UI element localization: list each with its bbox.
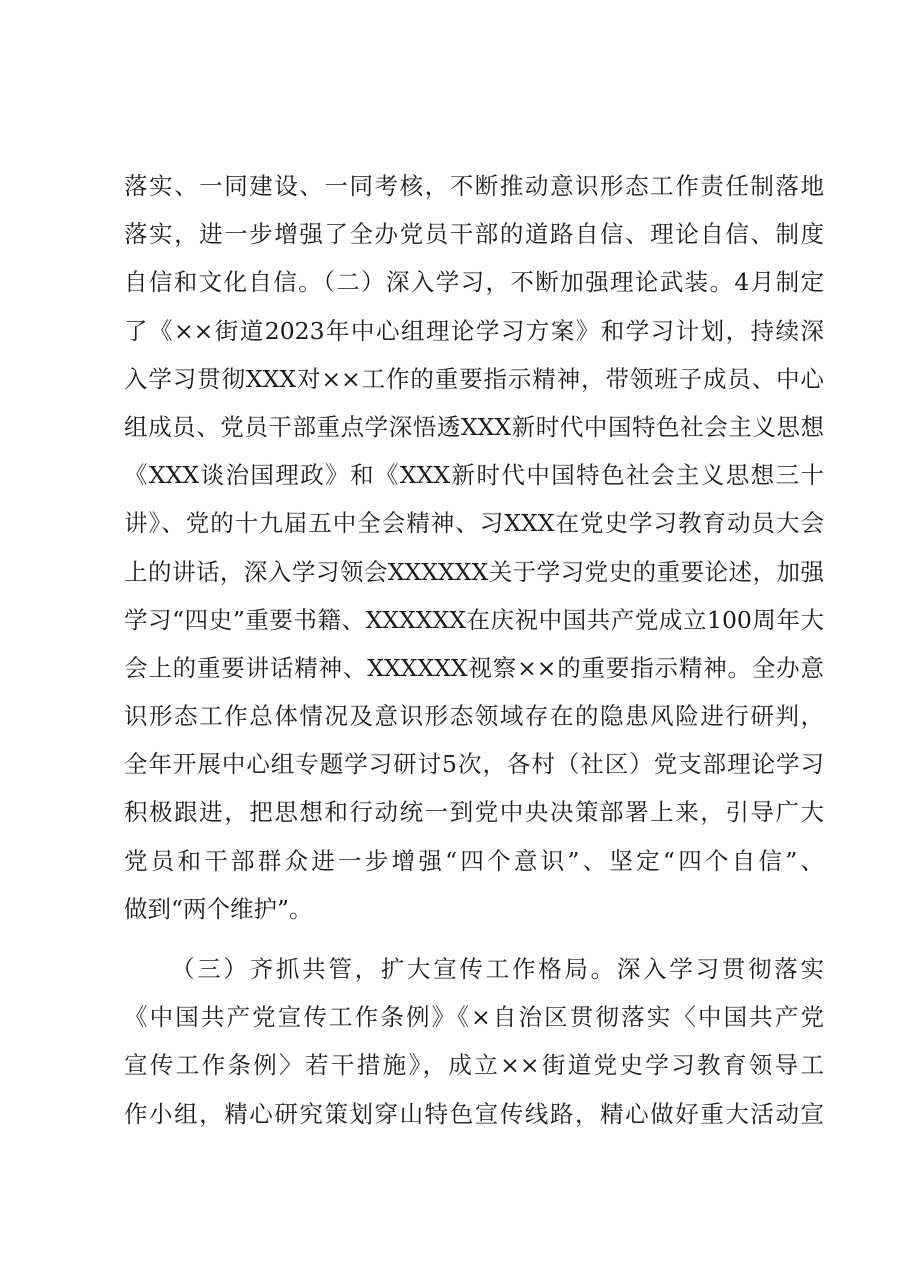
text-line: 学习“四史”重要书籍、XXXXXX在庆祝中国共产党成立100周年大 [124, 605, 824, 634]
text-line: 《中国共产党宣传工作条例》《×自治区贯彻落实〈中国共产党 [124, 1003, 824, 1032]
body-text [124, 162, 824, 1138]
text-line: 积极跟进，把思想和行动统一到党中央决策部署上来，引导广大 [124, 798, 824, 827]
text-line: 全年开展中心组专题学习研讨5次，各村（社区）党支部理论学习 [124, 750, 824, 779]
text-line: 落实，进一步增强了全办党员干部的道路自信、理论自信、制度 [124, 220, 824, 249]
text-line: 入学习贯彻XXX对××工作的重要指示精神，带领班子成员、中心 [124, 364, 824, 393]
text-line: 识形态工作总体情况及意识形态领域存在的隐患风险进行研判， [124, 702, 824, 731]
text-line: 组成员、党员干部重点学深悟透XXX新时代中国特色社会主义思想 [124, 412, 824, 441]
text-line: 上的讲话，深入学习领会XXXXXX关于学习党史的重要论述，加强 [124, 557, 824, 586]
text-line: 了《××街道2023年中心组理论学习方案》和学习计划，持续深 [124, 316, 824, 345]
text-line: 会上的重要讲话精神、XXXXXX视察××的重要指示精神。全办意 [124, 653, 824, 682]
text-line: 作小组，精心研究策划穿山特色宣传线路，精心做好重大活动宣 [124, 1099, 824, 1128]
text-line: 落实、一同建设、一同考核，不断推动意识形态工作责任制落地 [124, 172, 824, 200]
paragraph-gap [124, 933, 824, 945]
text-line: 做到“两个维护”。 [124, 894, 313, 923]
text-line: 自信和文化自信。（二）深入学习，不断加强理论武装。4月制定 [124, 268, 824, 297]
text-line: 讲》、党的十九届五中全会精神、习XXX在党史学习教育动员大会 [124, 509, 824, 538]
text-line: 宣传工作条例〉若干措施》，成立××街道党史学习教育领导工 [124, 1051, 824, 1080]
text-line: 《XXX谈治国理政》和《XXX新时代中国特色社会主义思想三十 [124, 461, 824, 490]
text-line: 党员和干部群众进一步增强“四个意识”、坚定“四个自信”、 [124, 846, 824, 875]
paragraph-first-line: （三）齐抓共管，扩大宣传工作格局。深入学习贯彻落实 [171, 955, 824, 983]
